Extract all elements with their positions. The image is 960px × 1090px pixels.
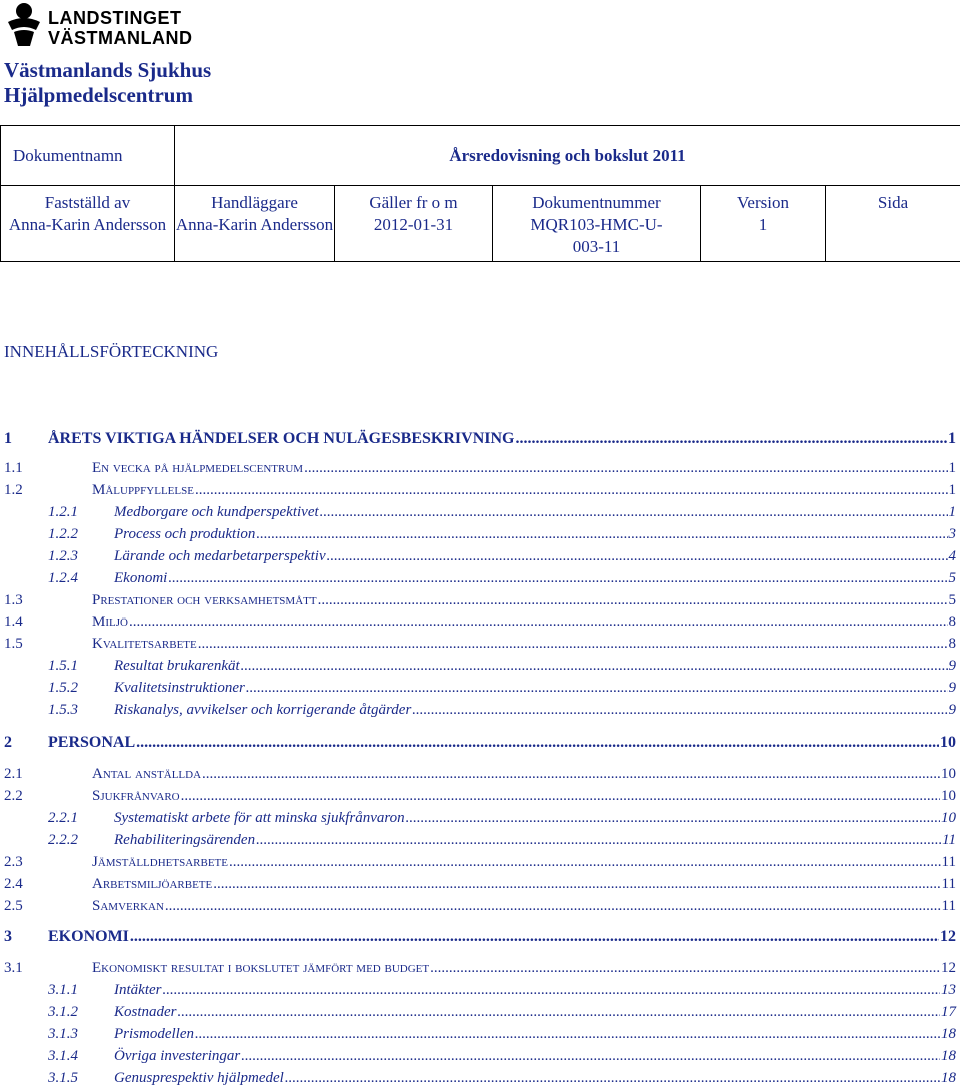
toc-leader-dots (320, 504, 948, 521)
toc-leader-dots (406, 810, 940, 827)
toc-entry-number: 2.3 (4, 854, 23, 871)
toc-entry-title: Process och produktion (114, 526, 255, 543)
toc-leader-dots (202, 766, 940, 783)
toc-entry-number: 1.2.4 (48, 570, 78, 587)
toc-entry[interactable] (0, 460, 960, 480)
toc-entry-title: Prestationer och verksamhetsmått (92, 592, 317, 609)
toc-entry-page: 10 (941, 788, 956, 805)
toc-entry-page: 11 (942, 898, 956, 915)
dokumentnummer-value-2: 003-11 (493, 236, 700, 258)
toc-entry[interactable] (0, 658, 960, 678)
toc-entry-number: 1.2.1 (48, 504, 78, 521)
toc-leader-dots (285, 1070, 940, 1087)
toc-leader-dots (178, 1004, 940, 1021)
toc-entry-page: 17 (941, 1004, 956, 1021)
toc-entry-title-line (48, 430, 956, 448)
toc-entry-number: 2.4 (4, 876, 23, 893)
toc-entry-page: 12 (940, 928, 956, 946)
toc-entry[interactable] (0, 680, 960, 700)
toc-entry[interactable] (0, 430, 960, 450)
toc-entry-number: 1.2.2 (48, 526, 78, 543)
toc-entry-page: 8 (949, 636, 957, 653)
toc-entry-number: 3.1.1 (48, 982, 78, 999)
toc-leader-dots (165, 898, 941, 915)
handlaggare-value: Anna-Karin Andersson (175, 214, 334, 236)
toc-entry-title-line (92, 960, 956, 977)
toc-entry-page: 9 (949, 658, 957, 675)
toc-entry-number: 1.1 (4, 460, 23, 477)
toc-entry[interactable] (0, 702, 960, 722)
logo-emblem-icon (4, 2, 44, 48)
toc-entry-page: 1 (949, 460, 957, 477)
toc-entry-number: 1.3 (4, 592, 23, 609)
toc-entry-title-line (114, 1070, 956, 1087)
toc-entry-title: Kvalitetsinstruktioner (114, 680, 245, 697)
toc-entry-title-line (114, 1026, 956, 1043)
toc-entry-page: 4 (949, 548, 957, 565)
version-cell (701, 186, 826, 262)
toc-leader-dots (304, 460, 947, 477)
toc-entry-page: 11 (942, 832, 956, 849)
toc-entry[interactable] (0, 548, 960, 568)
toc-entry-number: 3.1.2 (48, 1004, 78, 1021)
toc-leader-dots (241, 1048, 940, 1065)
toc-leader-dots (256, 832, 941, 849)
toc-entry[interactable] (0, 1026, 960, 1046)
sida-cell (826, 186, 960, 262)
toc-entry-number: 2.2 (4, 788, 23, 805)
toc-leader-dots (327, 548, 948, 565)
toc-entry-title: Jämställdhetsarbete (92, 854, 228, 871)
toc-entry-number: 2.2.1 (48, 810, 78, 827)
toc-leader-dots (412, 702, 947, 719)
toc-entry-page: 5 (949, 592, 957, 609)
toc-entry-title: Rehabiliteringsärenden (114, 832, 255, 849)
toc-entry-page: 5 (949, 570, 957, 587)
toc-entry-title-line (114, 504, 956, 521)
toc-entry-title: Kostnader (114, 1004, 177, 1021)
toc-entry-title: Riskanalys, avvikelser och korrigerande åtgärder (114, 702, 411, 719)
toc-entry[interactable] (0, 592, 960, 612)
toc-entry-number: 2.5 (4, 898, 23, 915)
version-label: Version (701, 192, 825, 214)
toc-entry[interactable] (0, 810, 960, 830)
toc-entry-title-line (92, 460, 956, 477)
toc-entry[interactable] (0, 788, 960, 808)
toc-entry[interactable] (0, 482, 960, 502)
toc-entry-page: 11 (942, 876, 956, 893)
toc-entry-page: 9 (949, 702, 957, 719)
dokumentnummer-cell (493, 186, 701, 262)
toc-entry-title-line (114, 832, 956, 849)
handlaggare-label: Handläggare (175, 192, 334, 214)
galler-cell (335, 186, 493, 262)
toc-entry[interactable] (0, 982, 960, 1002)
toc-entry[interactable] (0, 526, 960, 546)
toc-entry-title: EKONOMI (48, 928, 129, 946)
toc-entry-title: Antal anställda (92, 766, 201, 783)
logo-line1: LANDSTINGET (48, 8, 182, 29)
toc-entry-title-line (114, 982, 956, 999)
toc-leader-dots (129, 614, 948, 631)
toc-entry[interactable] (0, 854, 960, 874)
toc-entry-title: PERSONAL (48, 734, 135, 752)
toc-leader-dots (195, 482, 948, 499)
toc-entry-number: 1.2.3 (48, 548, 78, 565)
dokumentnummer-value-1: MQR103-HMC-U- (493, 214, 700, 236)
toc-entry-title-line (92, 788, 956, 805)
toc-entry-title-line (92, 636, 956, 653)
toc-entry-page: 11 (942, 854, 956, 871)
toc-entry[interactable] (0, 1004, 960, 1024)
galler-label: Gäller fr o m (335, 192, 492, 214)
document-info-table (0, 125, 960, 262)
toc-entry[interactable] (0, 876, 960, 896)
toc-entry[interactable] (0, 734, 960, 754)
toc-entry-page: 8 (949, 614, 957, 631)
toc-entry[interactable] (0, 570, 960, 590)
toc-entry-number: 1.5.3 (48, 702, 78, 719)
toc-entry-page: 10 (940, 734, 956, 752)
toc-entry-page: 18 (941, 1026, 956, 1043)
galler-value: 2012-01-31 (335, 214, 492, 236)
toc-entry-number: 1.5.1 (48, 658, 78, 675)
toc-entry-title: Miljö (92, 614, 128, 631)
toc-entry-number: 2.1 (4, 766, 23, 783)
faststalld-cell (1, 186, 175, 262)
toc-entry-title: Arbetsmiljöarbete (92, 876, 212, 893)
toc-entry-number: 3.1.5 (48, 1070, 78, 1087)
toc-leader-dots (168, 570, 947, 587)
toc-entry[interactable] (0, 960, 960, 980)
toc-entry-page: 18 (941, 1048, 956, 1065)
toc-entry-page: 1 (949, 482, 957, 499)
toc-entry-title: Ekonomiskt resultat i bokslutet jämfört med budget (92, 960, 429, 977)
toc-entry-title-line (48, 734, 956, 752)
version-value: 1 (701, 214, 825, 236)
toc-entry-title-line (92, 592, 956, 609)
toc-entry-title: ÅRETS VIKTIGA HÄNDELSER OCH NULÄGESBESKRIVNING (48, 430, 514, 448)
toc-leader-dots (136, 734, 939, 752)
toc-entry-title: Måluppfyllelse (92, 482, 194, 499)
toc-entry-number: 3.1.4 (48, 1048, 78, 1065)
sida-label: Sida (826, 192, 960, 214)
toc-leader-dots (318, 592, 948, 609)
toc-entry-title-line (114, 1004, 956, 1021)
toc-entry[interactable] (0, 1070, 960, 1090)
toc-entry-title: Systematiskt arbete för att minska sjukfrånvaron (114, 810, 405, 827)
toc-entry-title-line (114, 702, 956, 719)
handlaggare-cell (175, 186, 335, 262)
toc-entry-page: 9 (949, 680, 957, 697)
toc-entry-number: 3.1.3 (48, 1026, 78, 1043)
toc-entry-title-line (114, 548, 956, 565)
faststalld-value: Anna-Karin Andersson (1, 214, 174, 236)
toc-entry-number: 2.2.2 (48, 832, 78, 849)
toc-entry-number: 1.4 (4, 614, 23, 631)
toc-leader-dots (195, 1026, 940, 1043)
toc-entry-number: 1 (4, 430, 12, 448)
toc-leader-dots (246, 680, 948, 697)
toc-entry[interactable] (0, 1048, 960, 1068)
toc-entry-title-line (92, 614, 956, 631)
toc-entry-number: 1.2 (4, 482, 23, 499)
landstinget-logo (4, 2, 204, 52)
toc-leader-dots (213, 876, 940, 893)
toc-entry-title-line (114, 570, 956, 587)
toc-leader-dots (515, 430, 947, 448)
dokumentnamn-label: Dokumentnamn (1, 126, 175, 186)
toc-entry-title-line (114, 810, 956, 827)
toc-entry-title-line (114, 1048, 956, 1065)
toc-entry-number: 1.5.2 (48, 680, 78, 697)
toc-entry-title: Prismodellen (114, 1026, 194, 1043)
toc-entry-title: Intäkter (114, 982, 161, 999)
toc-entry-page: 10 (941, 810, 956, 827)
org-line1: Västmanlands Sjukhus (4, 58, 211, 83)
toc-entry-number: 1.5 (4, 636, 23, 653)
toc-entry-number: 3 (4, 928, 12, 946)
toc-leader-dots (430, 960, 940, 977)
toc-entry-title: Medborgare och kundperspektivet (114, 504, 319, 521)
toc-leader-dots (162, 982, 940, 999)
toc-entry-title-line (92, 898, 956, 915)
toc-leader-dots (198, 636, 948, 653)
toc-heading: INNEHÅLLSFÖRTECKNING (4, 342, 218, 362)
toc-entry-title: Samverkan (92, 898, 164, 915)
dokumentnummer-label: Dokumentnummer (493, 192, 700, 214)
toc-entry[interactable] (0, 832, 960, 852)
toc-entry[interactable] (0, 766, 960, 786)
toc-entry-title: Sjukfrånvaro (92, 788, 180, 805)
toc-entry-title: En vecka på hjälpmedelscentrum (92, 460, 303, 477)
toc-entry-title: Genusprespektiv hjälpmedel (114, 1070, 284, 1087)
document-title: Årsredovisning och bokslut 2011 (175, 126, 960, 186)
toc-entry[interactable] (0, 614, 960, 634)
toc-entry-number: 2 (4, 734, 12, 752)
toc-entry-page: 1 (948, 430, 956, 448)
faststalld-label: Fastställd av (1, 192, 174, 214)
toc-entry-title-line (92, 854, 956, 871)
toc-entry-title: Lärande och medarbetarperspektiv (114, 548, 326, 565)
toc-entry-title-line (114, 658, 956, 675)
toc-entry-page: 1 (949, 504, 957, 521)
toc-leader-dots (241, 658, 948, 675)
toc-entry-page: 13 (941, 982, 956, 999)
toc-leader-dots (256, 526, 947, 543)
toc-entry-page: 12 (941, 960, 956, 977)
toc-entry[interactable] (0, 898, 960, 918)
logo-line2: VÄSTMANLAND (48, 28, 193, 49)
toc-leader-dots (229, 854, 941, 871)
toc-entry-title-line (92, 766, 956, 783)
toc-entry-title: Ekonomi (114, 570, 167, 587)
toc-entry-page: 10 (941, 766, 956, 783)
toc-entry-title: Kvalitetsarbete (92, 636, 197, 653)
toc-entry-page: 18 (941, 1070, 956, 1087)
toc-entry-number: 3.1 (4, 960, 23, 977)
toc-entry-title-line (48, 928, 956, 946)
toc-entry-title: Resultat brukarenkät (114, 658, 240, 675)
toc-leader-dots (130, 928, 939, 946)
toc-entry[interactable] (0, 928, 960, 948)
toc-entry[interactable] (0, 504, 960, 524)
toc-leader-dots (181, 788, 940, 805)
toc-entry[interactable] (0, 636, 960, 656)
toc-entry-page: 3 (949, 526, 957, 543)
toc-entry-title-line (114, 526, 956, 543)
toc-entry-title-line (92, 876, 956, 893)
toc-entry-title-line (114, 680, 956, 697)
org-line2: Hjälpmedelscentrum (4, 83, 211, 108)
toc-entry-title: Övriga investeringar (114, 1048, 240, 1065)
organization-name (4, 58, 211, 108)
toc-entry-title-line (92, 482, 956, 499)
